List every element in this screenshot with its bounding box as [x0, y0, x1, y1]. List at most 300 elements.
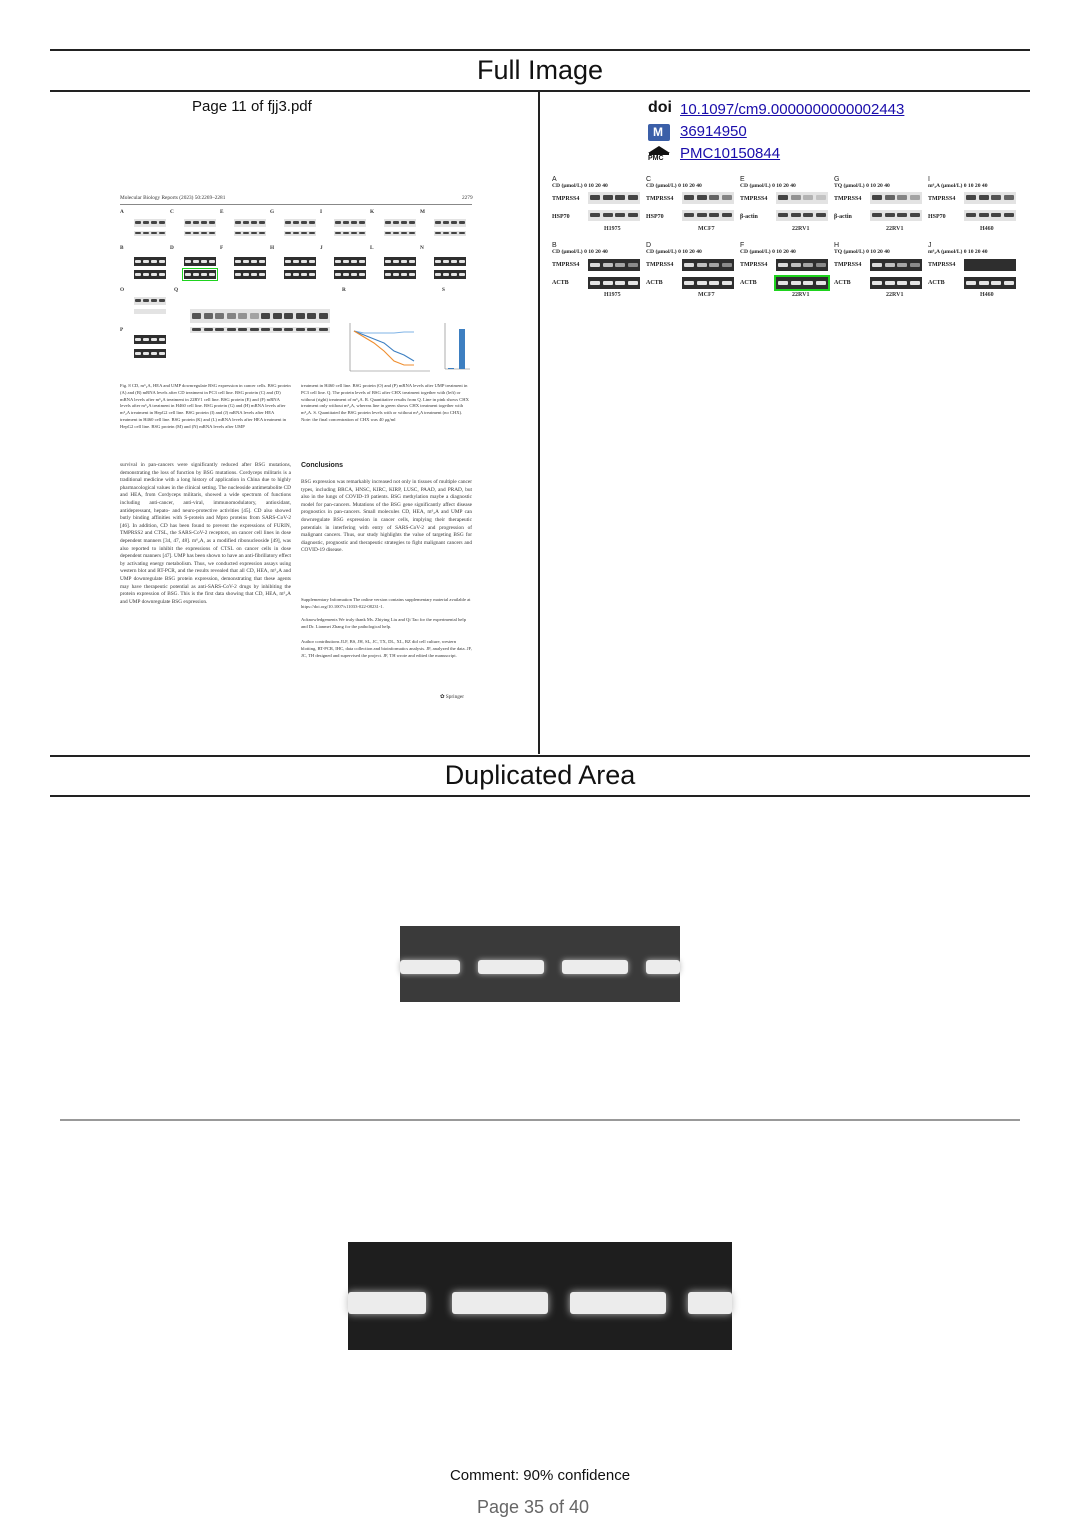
conclusions-heading: Conclusions [301, 462, 344, 469]
mini-panel-letter: A [120, 209, 124, 215]
mini-gband [193, 260, 199, 263]
mini-panel-letter: N [420, 245, 424, 251]
gel-band [628, 263, 638, 267]
gel-band [791, 263, 801, 267]
mini-wband [385, 221, 391, 224]
blot-band [628, 195, 638, 200]
mini-gband [209, 260, 215, 263]
mini-wband [259, 221, 265, 224]
mini-wband [343, 221, 349, 224]
pmc-row [648, 144, 938, 164]
doi-row [648, 100, 938, 120]
panel-letter-d: D [646, 242, 652, 249]
panel-letter-h: H [834, 242, 840, 249]
panel-letter-j: J [928, 242, 932, 249]
mini-gband-ctrl [335, 273, 341, 276]
mini-wband-ctrl [143, 232, 149, 234]
duplicated-area-title: Duplicated Area [444, 760, 636, 790]
mini-wband-ctrl [285, 232, 291, 234]
mini-gband-ctrl [235, 273, 241, 276]
mini-wband-ctrl [443, 232, 449, 234]
series-chx-m62a [354, 331, 414, 365]
mini-panel-letter: J [320, 245, 323, 251]
treatment-label: CD (μmol/L) 0 10 20 40 [740, 249, 796, 255]
mini-wband [235, 221, 241, 224]
control-label: β-actin [834, 214, 852, 220]
figure-8 [120, 209, 472, 379]
blot-band [697, 195, 707, 200]
cell-line-label: 22RV1 [886, 226, 904, 232]
mini-gband [159, 260, 165, 263]
mini-qband [319, 313, 328, 319]
mini-gband [451, 260, 457, 263]
mini-wband [135, 299, 141, 302]
journal-page-number: 2279 [462, 195, 473, 201]
mini-wband [301, 221, 307, 224]
mini-gband [135, 352, 141, 355]
blot-band-control [872, 213, 882, 217]
figure-caption-right: treatment in H460 cell line. BSG protein (O) and (P) mRNA levels after UMP treatment in PC3 cell line. Q. The protein levels of BSG after CHX treatment together with (left) or without (right) treatment of m⁶₂A. R. Quantitative results from Q. Line in pink shows CHX treatment only without m⁶₂A, whereas line in green shows CHX treatment together with m⁶₂A. S. Quantitated the BSG protein levels with or without m⁶₂A treatment (no CHX). Note: the final concentration of CHX was 40 μg/ml [301, 383, 469, 422]
gel-band-actb [872, 281, 882, 285]
mini-panel-letter: S [442, 287, 445, 293]
doi-link[interactable]: 10.1097/cm9.0000000000002443 [680, 101, 905, 118]
blot-band [872, 195, 882, 200]
blot-band-control [709, 213, 719, 217]
blot-band-control [991, 213, 1001, 217]
mini-gband [143, 338, 149, 341]
mini-gband [335, 260, 341, 263]
protein-label: TMPRSS4 [740, 262, 768, 268]
chart-s [442, 321, 472, 376]
mini-wband [243, 221, 249, 224]
mini-qband [284, 313, 293, 319]
duplicated-crop-1 [400, 926, 680, 1002]
blot-band [966, 195, 976, 200]
dup-top-rule [50, 755, 1030, 757]
mini-gband-ctrl [401, 273, 407, 276]
mini-wband [435, 221, 441, 224]
protein-label: TMPRSS4 [552, 262, 580, 268]
mini-panel-letter: E [220, 209, 224, 215]
mini-panel-letter: P [120, 327, 124, 333]
gel-band-actb [897, 281, 907, 285]
panel-letter-a: A [552, 176, 557, 183]
mini-qband-ctrl [296, 328, 305, 331]
mini-wband [209, 221, 215, 224]
duplicated-crop-2 [348, 1242, 732, 1350]
gel-band [615, 263, 625, 267]
blot-band [684, 195, 694, 200]
gel-tmprss4 [964, 259, 1016, 271]
mini-wband [151, 299, 157, 302]
mini-wband-ctrl [343, 232, 349, 234]
cell-line-label: H460 [980, 226, 994, 232]
blot-band-control [778, 213, 788, 217]
supplementary-text: Supplementary Information The online version contains supplementary material available at https://doi.org/10.1007/s11033-022-08231-1. [301, 597, 471, 609]
mini-wband-ctrl [293, 232, 299, 234]
mini-wband-ctrl [159, 232, 165, 234]
mini-qband [227, 313, 236, 319]
protein-label: TMPRSS4 [740, 196, 768, 202]
mini-wband-ctrl [451, 232, 457, 234]
mini-panel-letter: G [270, 209, 275, 215]
mini-gband [359, 260, 365, 263]
acknowledgements-text: Acknowledgements We truly thank Ms. Zhiying Liu and Qi Tao for the experimental help and Dr. Lianmei Zhang for the pathological help. [301, 617, 466, 629]
pmc-link[interactable]: PMC10150844 [680, 145, 781, 162]
mini-gband-ctrl [309, 273, 315, 276]
identifier-links [648, 100, 948, 170]
gel-band [603, 263, 613, 267]
mini-wband-ctrl [301, 232, 307, 234]
blot-band-control [816, 213, 826, 217]
mini-panel-letter: Q [174, 287, 179, 293]
blot-band [991, 195, 1001, 200]
mini-wband [143, 221, 149, 224]
mini-wband-ctrl [201, 232, 207, 234]
mini-wband [193, 221, 199, 224]
mini-wband [451, 221, 457, 224]
treatment-label: TQ (μmol/L) 0 10 20 40 [834, 183, 890, 189]
gel-band-actb [684, 281, 694, 285]
treatment-label: m⁶₂A (μmol/L) 0 10 20 40 [928, 183, 988, 189]
blot-band-control [803, 213, 813, 217]
dup-header-bottom-rule [50, 795, 1030, 797]
control-label: ACTB [552, 280, 569, 286]
mini-gband-ctrl [251, 273, 257, 276]
body-text-left: survival in pan-cancers were significantly reduced after BSG mutations, demonstrating the loss of function by BSG mutations. Cordyceps militaris is a traditional medicine with a long history of application in China due to highly pharmacological values in the clinical setting. The nucleoside antimetabolite CD and HEA, from Cordyceps militaris, showed a wide spectrum of functions including anti-cancer, anti-viral, immunomodulatory, antioxidant, antidepressant, hepato- and neuro-protective activities [45]. CD also showed butly binding affinities with S-protein and Mpro proteins from SARS-CoV-2 [46]. In addition, CD has been found to prevent the expressions of FURIN, TMPRSS2 and CTSL, the SARS-CoV-2 receptors, on cancer cell lines in dose dependent manners [34, 47, 48]. m⁶₂A, as a modified ribonucleoside [49], was also reported to inhibit the expressions of CTSL on cancer cells in dose dependent manners [47]. UMP has been shown to have an anti-fibrillatory effect by activating energy metabolism. Thus, we conducted expression assays using western blot and RT-PCR, and the results revealed that all CD, HEA, m⁶₂A and UMP downregulate BSG protein expression, demonstrating that these agents may have therapeutic potential as anti-SARS-CoV-2 drugs by inhibiting the protein expression of BSG. This is the first data showing that CD, HEA, m⁶₂A and UMP downregulate BSG expression. [120, 462, 291, 605]
mini-wband [359, 221, 365, 224]
mini-qband [192, 313, 201, 319]
mini-gband [143, 260, 149, 263]
mini-panel-letter: R [342, 287, 346, 293]
page-label: Page 11 of fjj3.pdf [192, 98, 312, 115]
panel-letter-g: G [834, 176, 840, 183]
highlight-box [774, 275, 830, 291]
gel-band-actb [628, 281, 638, 285]
pubmed-link[interactable]: 36914950 [680, 123, 747, 140]
mini-gband [159, 338, 165, 341]
gel-band [872, 263, 882, 267]
mini-gband-ctrl [385, 273, 391, 276]
mini-western-o-ctrl [134, 309, 166, 314]
control-label: ACTB [834, 280, 851, 286]
control-label: ACTB [646, 280, 663, 286]
crop1-band-4 [646, 960, 680, 974]
mini-gband-ctrl [285, 273, 291, 276]
mini-gband [235, 260, 241, 263]
mini-qband [204, 313, 213, 319]
conclusions-text: BSG expression was remarkably increased not only in tissues of multiple cancer types, including BRCA, HNSC, KIRC, KIRP, LUSC, PAAD, and PRAD, but also in the lungs of COVID-19 patients. BSG methylation maybe a diagnostic model for pan-cancers. Mutations of the BSG gene significantly affect disease prognostics in pan-cancers. Small molecules CD, HEA, m⁶₂A and UMP can downregulate BSG expression in cancer cells, implying their therapeutic potentials in interfering with entry of SARS-CoV-2 and progression of malignant cancers. Thus, our study highlights the value of targeting BSG for diagnostic, prognostic and therapeutic strategies to fight malignant cancers and COVID-19 disease. [301, 479, 472, 554]
panel-letter-c: C [646, 176, 652, 183]
mini-wband [143, 299, 149, 302]
mini-qband [261, 313, 270, 319]
cell-line-label: 22RV1 [792, 292, 810, 298]
mini-wband-ctrl [185, 232, 191, 234]
gel-band-actb [722, 281, 732, 285]
pubmed-row [648, 122, 938, 142]
cell-line-label: 22RV1 [886, 292, 904, 298]
mini-highlight-box [182, 268, 218, 281]
blot-band-control [910, 213, 920, 217]
mini-wband [201, 221, 207, 224]
mini-gband-ctrl [343, 273, 349, 276]
mini-gband [385, 260, 391, 263]
mini-gband-ctrl [143, 273, 149, 276]
mini-wband-ctrl [135, 232, 141, 234]
mini-gband-ctrl [301, 273, 307, 276]
gel-band [816, 263, 826, 267]
crop2-band-4 [688, 1292, 732, 1314]
mini-gband [259, 260, 265, 263]
protein-label: TMPRSS4 [928, 196, 956, 202]
gel-band [897, 263, 907, 267]
blot-band [722, 195, 732, 200]
pdf-page [110, 187, 478, 747]
mini-wband-ctrl [235, 232, 241, 234]
panel-letter-f: F [740, 242, 745, 249]
gel-band [778, 263, 788, 267]
blot-band [816, 195, 826, 200]
mini-wband [409, 221, 415, 224]
blot-band [615, 195, 625, 200]
mini-wband [185, 221, 191, 224]
protein-label: TMPRSS4 [834, 262, 862, 268]
blot-band-control [791, 213, 801, 217]
panel-letter-b: B [552, 242, 557, 249]
crop2-band-1 [348, 1292, 426, 1314]
treatment-label: CD (μmol/L) 0 10 20 40 [552, 249, 608, 255]
mini-panel-letter: L [370, 245, 374, 251]
mini-qband [250, 313, 259, 319]
protein-label: TMPRSS4 [834, 196, 862, 202]
mini-gband-ctrl [359, 273, 365, 276]
mini-gband [293, 260, 299, 263]
mini-gband [159, 352, 165, 355]
blot-band [979, 195, 989, 200]
mini-gband-ctrl [351, 273, 357, 276]
blot-band-control [722, 213, 732, 217]
gel-band [684, 263, 694, 267]
mini-wband-ctrl [335, 232, 341, 234]
mini-wband [285, 221, 291, 224]
mini-wband [135, 221, 141, 224]
gel-band-actb [1004, 281, 1014, 285]
mini-wband [151, 221, 157, 224]
gel-band-actb [697, 281, 707, 285]
mini-wband-ctrl [393, 232, 399, 234]
mini-wband [443, 221, 449, 224]
mini-gband [251, 260, 257, 263]
mini-wband [335, 221, 341, 224]
crop2-band-2 [452, 1292, 548, 1314]
crop1-band-2 [478, 960, 544, 974]
treatment-label: CD (μmol/L) 0 10 20 40 [646, 249, 702, 255]
publisher-name: Springer [445, 694, 465, 700]
mini-wband [159, 221, 165, 224]
cell-line-label: H460 [980, 292, 994, 298]
mini-gband [343, 260, 349, 263]
control-label: β-actin [740, 214, 758, 220]
control-label: ACTB [740, 280, 757, 286]
gel-band-actb [885, 281, 895, 285]
gel-band-actb [991, 281, 1001, 285]
mini-wband [159, 299, 165, 302]
mini-gband [143, 352, 149, 355]
mini-gband [135, 338, 141, 341]
mini-panel-letter: F [220, 245, 224, 251]
mini-gband-ctrl [135, 273, 141, 276]
protein-label: TMPRSS4 [552, 196, 580, 202]
blot-band-control [603, 213, 613, 217]
mini-wband-ctrl [251, 232, 257, 234]
gel-band [709, 263, 719, 267]
gel-band [803, 263, 813, 267]
mini-wband-ctrl [359, 232, 365, 234]
journal-header: Molecular Biology Reports (2023) 50:2269–2281 [120, 195, 226, 201]
mini-panel-letter: M [420, 209, 425, 215]
mini-wband [459, 221, 465, 224]
cell-line-label: MCF7 [698, 226, 715, 232]
blot-band [590, 195, 600, 200]
treatment-label: CD (μmol/L) 0 10 20 40 [740, 183, 796, 189]
mini-wband-ctrl [385, 232, 391, 234]
mini-gband [151, 352, 157, 355]
gel-band-actb [615, 281, 625, 285]
page-indicator: Page 35 of 40 [476, 1497, 590, 1517]
mini-qband [273, 313, 282, 319]
blot-band-control [590, 213, 600, 217]
mini-panel-letter: K [370, 209, 375, 215]
mini-gband [401, 260, 407, 263]
gel-band [722, 263, 732, 267]
mini-qband [296, 313, 305, 319]
blot-band-control [885, 213, 895, 217]
mini-gband-ctrl [409, 273, 415, 276]
protein-label: TMPRSS4 [646, 196, 674, 202]
cell-line-label: H1975 [604, 226, 621, 232]
mini-gband-ctrl [459, 273, 465, 276]
gel-band-actb [966, 281, 976, 285]
blot-band-control [697, 213, 707, 217]
blot-band [778, 195, 788, 200]
mini-gband [435, 260, 441, 263]
mini-qband-ctrl [204, 328, 213, 331]
mini-gband-ctrl [393, 273, 399, 276]
control-label: HSP70 [928, 214, 946, 220]
gel-band [885, 263, 895, 267]
top-rule [50, 49, 1030, 51]
crop1-band-3 [562, 960, 628, 974]
mini-qband-ctrl [238, 328, 247, 331]
blot-band [885, 195, 895, 200]
blot-band [603, 195, 613, 200]
mini-gband [351, 260, 357, 263]
series-with-m62a [354, 331, 414, 333]
mini-gband [243, 260, 249, 263]
mini-qband-ctrl [284, 328, 293, 331]
treatment-label: TQ (μmol/L) 0 10 20 40 [834, 249, 890, 255]
bar-s-m62a [459, 329, 465, 369]
protein-label: TMPRSS4 [928, 262, 956, 268]
control-label: HSP70 [552, 214, 570, 220]
doi-icon: doi [648, 99, 672, 116]
chart-r [342, 321, 432, 376]
gel-band-actb [590, 281, 600, 285]
mini-wband [309, 221, 315, 224]
series-chx-only [354, 331, 414, 361]
bar-chart-s-svg [442, 321, 472, 376]
treatment-label: m⁶₂A (μmol/L) 0 10 20 40 [928, 249, 988, 255]
mini-wband-ctrl [259, 232, 265, 234]
mini-gband-ctrl [293, 273, 299, 276]
mini-panel-letter: H [270, 245, 275, 251]
right-panel [540, 92, 1030, 754]
full-image-title: Full Image [476, 55, 604, 85]
mini-gband [393, 260, 399, 263]
duplicated-separator [60, 1119, 1020, 1121]
gel-band-actb [979, 281, 989, 285]
mini-gband [185, 260, 191, 263]
blot-band [803, 195, 813, 200]
blot-band-control [615, 213, 625, 217]
mini-wband-ctrl [435, 232, 441, 234]
mini-qband-ctrl [250, 328, 259, 331]
author-contributions-text: Author contributions JLF, BS, JH, SL, JC, TX, DL, XL, BZ did cell culture, western blotting, RT-PCR, IHC, data collection and bioinformatics analysis. JF, analyzed the data. JF, JC, TH designed and supervised the project. JF, TH wrote and edited the manuscript. [301, 639, 472, 658]
mini-qband-ctrl [215, 328, 224, 331]
mini-wband [293, 221, 299, 224]
mini-gband [309, 260, 315, 263]
line-chart-r-svg [342, 321, 432, 376]
mini-qband-ctrl [192, 328, 201, 331]
cell-line-label: 22RV1 [792, 226, 810, 232]
mini-wband [393, 221, 399, 224]
mini-gband-ctrl [243, 273, 249, 276]
gel-band [697, 263, 707, 267]
mini-gband-ctrl [259, 273, 265, 276]
mini-wband-ctrl [401, 232, 407, 234]
mini-qband [307, 313, 316, 319]
mini-gband [443, 260, 449, 263]
treatment-label: CD (μmol/L) 0 10 20 40 [646, 183, 702, 189]
mini-gband [151, 260, 157, 263]
mini-gband-ctrl [151, 273, 157, 276]
mini-panel-letter: I [320, 209, 323, 215]
mini-qband [238, 313, 247, 319]
gel-band [590, 263, 600, 267]
blot-band [709, 195, 719, 200]
blot-band-control [897, 213, 907, 217]
springer-logo: ✿ Springer [440, 694, 465, 700]
mini-gband-ctrl [159, 273, 165, 276]
panel-letter-i: I [928, 176, 930, 183]
crop1-band-1 [400, 960, 460, 974]
crop2-band-3 [570, 1292, 666, 1314]
mini-wband-ctrl [193, 232, 199, 234]
mini-gband [409, 260, 415, 263]
blot-band-control [966, 213, 976, 217]
panel-letter-e: E [740, 176, 745, 183]
control-label: HSP70 [646, 214, 664, 220]
cell-line-label: H1975 [604, 292, 621, 298]
mini-panel-letter: O [120, 287, 125, 293]
gel-band-actb [709, 281, 719, 285]
mini-wband-ctrl [243, 232, 249, 234]
bar-s-control [448, 368, 454, 369]
journal-header-rule [120, 204, 472, 205]
blot-band [1004, 195, 1014, 200]
mini-wband [351, 221, 357, 224]
mini-gband [151, 338, 157, 341]
